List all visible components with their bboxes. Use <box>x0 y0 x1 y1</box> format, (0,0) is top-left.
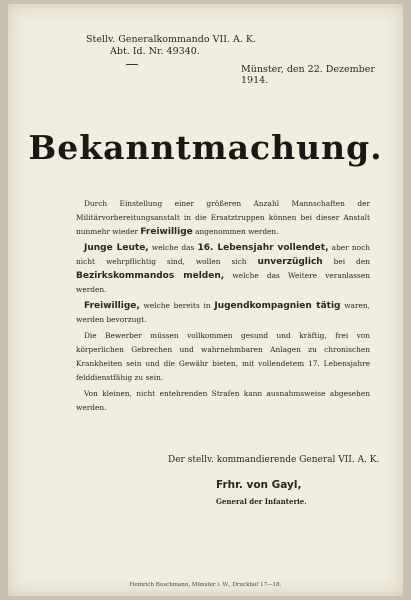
paragraph-3 <box>76 299 370 327</box>
bold-text: Freiwillige <box>140 227 193 237</box>
text: welche das <box>148 243 198 252</box>
bold-text: Freiwillige, <box>84 301 140 311</box>
paragraph-1 <box>76 197 370 239</box>
bold-text: unverzüglich <box>257 257 323 267</box>
paragraph-2 <box>76 241 370 297</box>
paragraph-4: Die Bewerber müssen vollkommen gesund und kräftig, frei von körperlichen Gebrechen und wahrnehmbaren Anlagen zu chronischen Krankheiten sein und die Gewähr bieten, mit vollendetem 17. Lebensjahre felddienstfähig zu sein. <box>76 331 370 382</box>
header-block <box>86 34 256 65</box>
text: Durch Einstellung einer größeren Anzahl Mannschaften der Militärvorbereitungsanstalt in die Ersatztruppen können bei dieser Anstalt nunmehr wieder <box>76 199 370 236</box>
signature-title: Der stellv. kommandierende General VII. A. K. <box>168 455 380 465</box>
date-line: Münster, den 22. Dezember 1914. <box>241 64 375 86</box>
bold-text: Bezirkskommandos melden, <box>76 271 225 281</box>
header-reference: Abt. Id. Nr. 49340. <box>110 46 200 57</box>
signature-rank: General der Infanterie. <box>216 497 307 506</box>
text: waren, werden bevorzugt. <box>76 301 370 324</box>
text: welche bereits in <box>139 301 215 310</box>
text: bei den <box>322 257 370 266</box>
text: angenommen werden. <box>192 227 279 236</box>
printer-imprint: Heinrich Buschmann, Münster i. W., Druckhof 17—18. <box>129 582 282 588</box>
paragraph-5: Von kleinen, nicht entehrenden Strafen kann ausnahmsweise abgesehen werden. <box>76 389 370 412</box>
announcement-body <box>76 197 370 415</box>
bold-text: Junge Leute, <box>84 243 149 253</box>
bold-text: Jugendkompagnien tätig <box>214 301 341 311</box>
header-divider <box>126 64 138 65</box>
poster-sheet <box>8 4 403 596</box>
page-title: Bekanntmachung. <box>28 128 383 167</box>
text: welche das Weitere veranlassen werden. <box>76 271 370 294</box>
bold-text: 16. Lebensjahr vollendet, <box>197 243 329 253</box>
header-command: Stellv. Generalkommando VII. A. K. <box>86 34 257 45</box>
text: aber noch nicht wehrpflichtig sind, wollen sich <box>76 243 370 266</box>
signature-name: Frhr. von Gayl, <box>216 479 302 491</box>
